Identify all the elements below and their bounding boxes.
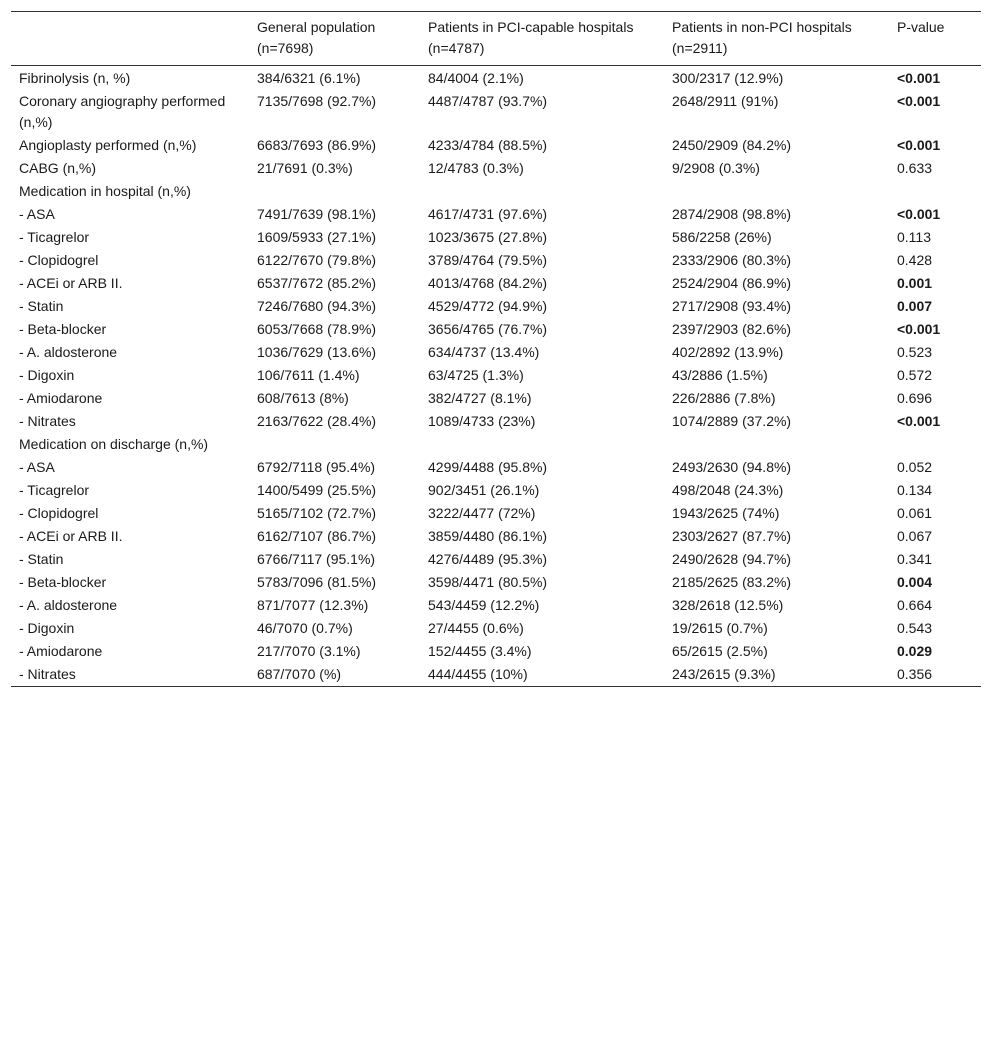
row-label: - Statin (19, 298, 64, 314)
row-label: - Amiodarone (19, 643, 103, 659)
cell-p-value: 0.543 (897, 620, 933, 636)
cell-non-pci: 300/2317 (12.9%) (672, 70, 784, 86)
cell-non-pci: 2490/2628 (94.7%) (672, 551, 792, 567)
cell-general-population: 106/7611 (1.4%) (257, 367, 360, 383)
cell-general-population: 6053/7668 (78.9%) (257, 321, 377, 337)
row-label: CABG (n,%) (19, 160, 97, 176)
cell-p-value: 0.633 (897, 160, 933, 176)
cell-pci-capable: 1089/4733 (23%) (428, 413, 536, 429)
cell-pci-capable: 63/4725 (1.3%) (428, 367, 524, 383)
cell-general-population: 871/7077 (12.3%) (257, 597, 369, 613)
table-row (11, 525, 981, 548)
cell-general-population: 384/6321 (6.1%) (257, 70, 361, 86)
cell-non-pci: 2493/2630 (94.8%) (672, 459, 792, 475)
table-row (11, 571, 981, 594)
cell-p-value: 0.664 (897, 597, 933, 613)
cell-general-population: 2163/7622 (28.4%) (257, 413, 377, 429)
cell-general-population: 46/7070 (0.7%) (257, 620, 353, 636)
cell-non-pci: 2648/2911 (91%) (672, 93, 779, 109)
cell-non-pci: 2450/2909 (84.2%) (672, 137, 792, 153)
cell-general-population: 7135/7698 (92.7%) (257, 93, 377, 109)
cell-p-value: 0.052 (897, 459, 933, 475)
cell-pci-capable: 3598/4471 (80.5%) (428, 574, 548, 590)
cell-pci-capable (420, 433, 664, 456)
header-non-pci: Patients in non-PCI hospitals (n=2911) (672, 19, 852, 56)
cell-non-pci: 9/2908 (0.3%) (672, 160, 760, 176)
table-row (11, 663, 981, 687)
cell-non-pci: 1074/2889 (37.2%) (672, 413, 792, 429)
cell-pci-capable: 3656/4765 (76.7%) (428, 321, 548, 337)
comparison-table (11, 11, 981, 687)
cell-non-pci: 328/2618 (12.5%) (672, 597, 784, 613)
cell-pci-capable: 4529/4772 (94.9%) (428, 298, 548, 314)
table-row (11, 364, 981, 387)
cell-p-value: 0.428 (897, 252, 933, 268)
table-row (11, 341, 981, 364)
cell-pci-capable: 152/4455 (3.4%) (428, 643, 532, 659)
cell-pci-capable: 444/4455 (10%) (428, 666, 528, 682)
table-row (11, 640, 981, 663)
row-label: Medication in hospital (n,%) (19, 183, 191, 199)
table-body (11, 66, 981, 687)
cell-pci-capable: 902/3451 (26.1%) (428, 482, 540, 498)
cell-p-value: <0.001 (897, 206, 941, 222)
row-label: - Ticagrelor (19, 229, 90, 245)
table-row (11, 502, 981, 525)
cell-non-pci: 586/2258 (26%) (672, 229, 772, 245)
table-row (11, 203, 981, 226)
row-label: - ASA (19, 206, 55, 222)
cell-p-value: 0.134 (897, 482, 933, 498)
cell-general-population (249, 180, 420, 203)
cell-general-population: 6792/7118 (95.4%) (257, 459, 376, 475)
cell-non-pci: 498/2048 (24.3%) (672, 482, 784, 498)
cell-non-pci: 2397/2903 (82.6%) (672, 321, 792, 337)
cell-non-pci: 2333/2906 (80.3%) (672, 252, 792, 268)
table-row (11, 295, 981, 318)
table-header (11, 12, 981, 66)
header-row (11, 12, 981, 66)
cell-p-value: <0.001 (897, 413, 941, 429)
row-label: - Digoxin (19, 620, 75, 636)
cell-pci-capable: 543/4459 (12.2%) (428, 597, 540, 613)
cell-general-population: 7491/7639 (98.1%) (257, 206, 377, 222)
table-row (11, 157, 981, 180)
table-row (11, 594, 981, 617)
cell-non-pci: 402/2892 (13.9%) (672, 344, 784, 360)
table-row (11, 456, 981, 479)
cell-general-population: 6766/7117 (95.1%) (257, 551, 376, 567)
table-row (11, 226, 981, 249)
cell-pci-capable: 634/4737 (13.4%) (428, 344, 540, 360)
table-row (11, 410, 981, 433)
row-label: - Clopidogrel (19, 252, 99, 268)
cell-pci-capable: 4013/4768 (84.2%) (428, 275, 548, 291)
cell-p-value: <0.001 (897, 321, 941, 337)
header-general-population: General population (n=7698) (257, 19, 376, 56)
cell-p-value: 0.004 (897, 574, 933, 590)
cell-pci-capable: 382/4727 (8.1%) (428, 390, 532, 406)
cell-p-value: <0.001 (897, 137, 941, 153)
header-variable (11, 12, 249, 66)
row-label: - Beta-blocker (19, 574, 107, 590)
cell-general-population: 1609/5933 (27.1%) (257, 229, 377, 245)
cell-p-value: 0.572 (897, 367, 933, 383)
row-label: - Nitrates (19, 413, 76, 429)
cell-general-population: 6683/7693 (86.9%) (257, 137, 377, 153)
cell-general-population: 608/7613 (8%) (257, 390, 349, 406)
cell-pci-capable: 12/4783 (0.3%) (428, 160, 524, 176)
cell-general-population: 687/7070 (%) (257, 666, 342, 682)
cell-pci-capable: 3222/4477 (72%) (428, 505, 536, 521)
cell-p-value: <0.001 (897, 93, 941, 109)
row-label: - ASA (19, 459, 55, 475)
cell-general-population: 217/7070 (3.1%) (257, 643, 361, 659)
cell-p-value: 0.029 (897, 643, 933, 659)
cell-general-population: 5165/7102 (72.7%) (257, 505, 377, 521)
cell-pci-capable (420, 180, 664, 203)
row-label: - Amiodarone (19, 390, 103, 406)
cell-pci-capable: 3789/4764 (79.5%) (428, 252, 548, 268)
cell-pci-capable: 27/4455 (0.6%) (428, 620, 524, 636)
row-label: - Nitrates (19, 666, 76, 682)
cell-p-value: 0.356 (897, 666, 933, 682)
header-p-value: P-value (897, 19, 945, 35)
cell-p-value: 0.696 (897, 390, 933, 406)
cell-pci-capable: 4299/4488 (95.8%) (428, 459, 548, 475)
cell-p-value (889, 180, 981, 203)
table-row (11, 387, 981, 410)
cell-p-value: 0.067 (897, 528, 933, 544)
row-label: Medication on discharge (n,%) (19, 436, 209, 452)
row-label: - ACEi or ARB II. (19, 275, 123, 291)
cell-general-population: 1036/7629 (13.6%) (257, 344, 377, 360)
cell-p-value: 0.113 (897, 229, 931, 245)
cell-non-pci: 43/2886 (1.5%) (672, 367, 768, 383)
table-row (11, 548, 981, 571)
cell-pci-capable: 4233/4784 (88.5%) (428, 137, 548, 153)
cell-non-pci (664, 433, 889, 456)
cell-non-pci: 2717/2908 (93.4%) (672, 298, 792, 314)
cell-non-pci: 2185/2625 (83.2%) (672, 574, 792, 590)
cell-pci-capable: 3859/4480 (86.1%) (428, 528, 548, 544)
row-label: Fibrinolysis (n, %) (19, 70, 131, 86)
table-row (11, 180, 981, 203)
table-row (11, 272, 981, 295)
cell-general-population: 1400/5499 (25.5%) (257, 482, 377, 498)
cell-p-value (889, 433, 981, 456)
header-pci-capable: Patients in PCI-capable hospitals (n=4787) (428, 19, 634, 56)
cell-pci-capable: 84/4004 (2.1%) (428, 70, 524, 86)
cell-non-pci: 1943/2625 (74%) (672, 505, 780, 521)
cell-general-population: 6162/7107 (86.7%) (257, 528, 377, 544)
cell-pci-capable: 4617/4731 (97.6%) (428, 206, 548, 222)
table-row (11, 479, 981, 502)
cell-non-pci: 2874/2908 (98.8%) (672, 206, 792, 222)
cell-non-pci: 19/2615 (0.7%) (672, 620, 768, 636)
cell-pci-capable: 4487/4787 (93.7%) (428, 93, 548, 109)
cell-general-population: 6122/7670 (79.8%) (257, 252, 377, 268)
row-label: - Clopidogrel (19, 505, 99, 521)
row-label: - Digoxin (19, 367, 75, 383)
cell-general-population (249, 433, 420, 456)
table-row (11, 134, 981, 157)
cell-p-value: 0.007 (897, 298, 933, 314)
row-label: - Beta-blocker (19, 321, 107, 337)
table-row (11, 249, 981, 272)
row-label: Coronary angiography performed (n,%) (19, 93, 226, 130)
row-label: Angioplasty performed (n,%) (19, 137, 197, 153)
cell-general-population: 5783/7096 (81.5%) (257, 574, 377, 590)
row-label: - ACEi or ARB II. (19, 528, 123, 544)
cell-general-population: 7246/7680 (94.3%) (257, 298, 377, 314)
cell-p-value: 0.061 (897, 505, 933, 521)
cell-p-value: 0.341 (897, 551, 933, 567)
cell-p-value: 0.523 (897, 344, 933, 360)
cell-non-pci: 2524/2904 (86.9%) (672, 275, 792, 291)
table-row (11, 433, 981, 456)
cell-non-pci: 65/2615 (2.5%) (672, 643, 768, 659)
row-label: - Ticagrelor (19, 482, 90, 498)
row-label: - A. aldosterone (19, 344, 118, 360)
table-row (11, 90, 981, 134)
cell-general-population: 6537/7672 (85.2%) (257, 275, 377, 291)
cell-general-population: 21/7691 (0.3%) (257, 160, 353, 176)
cell-non-pci: 226/2886 (7.8%) (672, 390, 776, 406)
row-label: - Statin (19, 551, 64, 567)
cell-p-value: 0.001 (897, 275, 933, 291)
cell-p-value: <0.001 (897, 70, 941, 86)
table-row (11, 617, 981, 640)
table-row (11, 66, 981, 91)
cell-non-pci: 2303/2627 (87.7%) (672, 528, 792, 544)
cell-non-pci: 243/2615 (9.3%) (672, 666, 776, 682)
cell-non-pci (664, 180, 889, 203)
cell-pci-capable: 4276/4489 (95.3%) (428, 551, 548, 567)
cell-pci-capable: 1023/3675 (27.8%) (428, 229, 548, 245)
table-row (11, 318, 981, 341)
row-label: - A. aldosterone (19, 597, 118, 613)
